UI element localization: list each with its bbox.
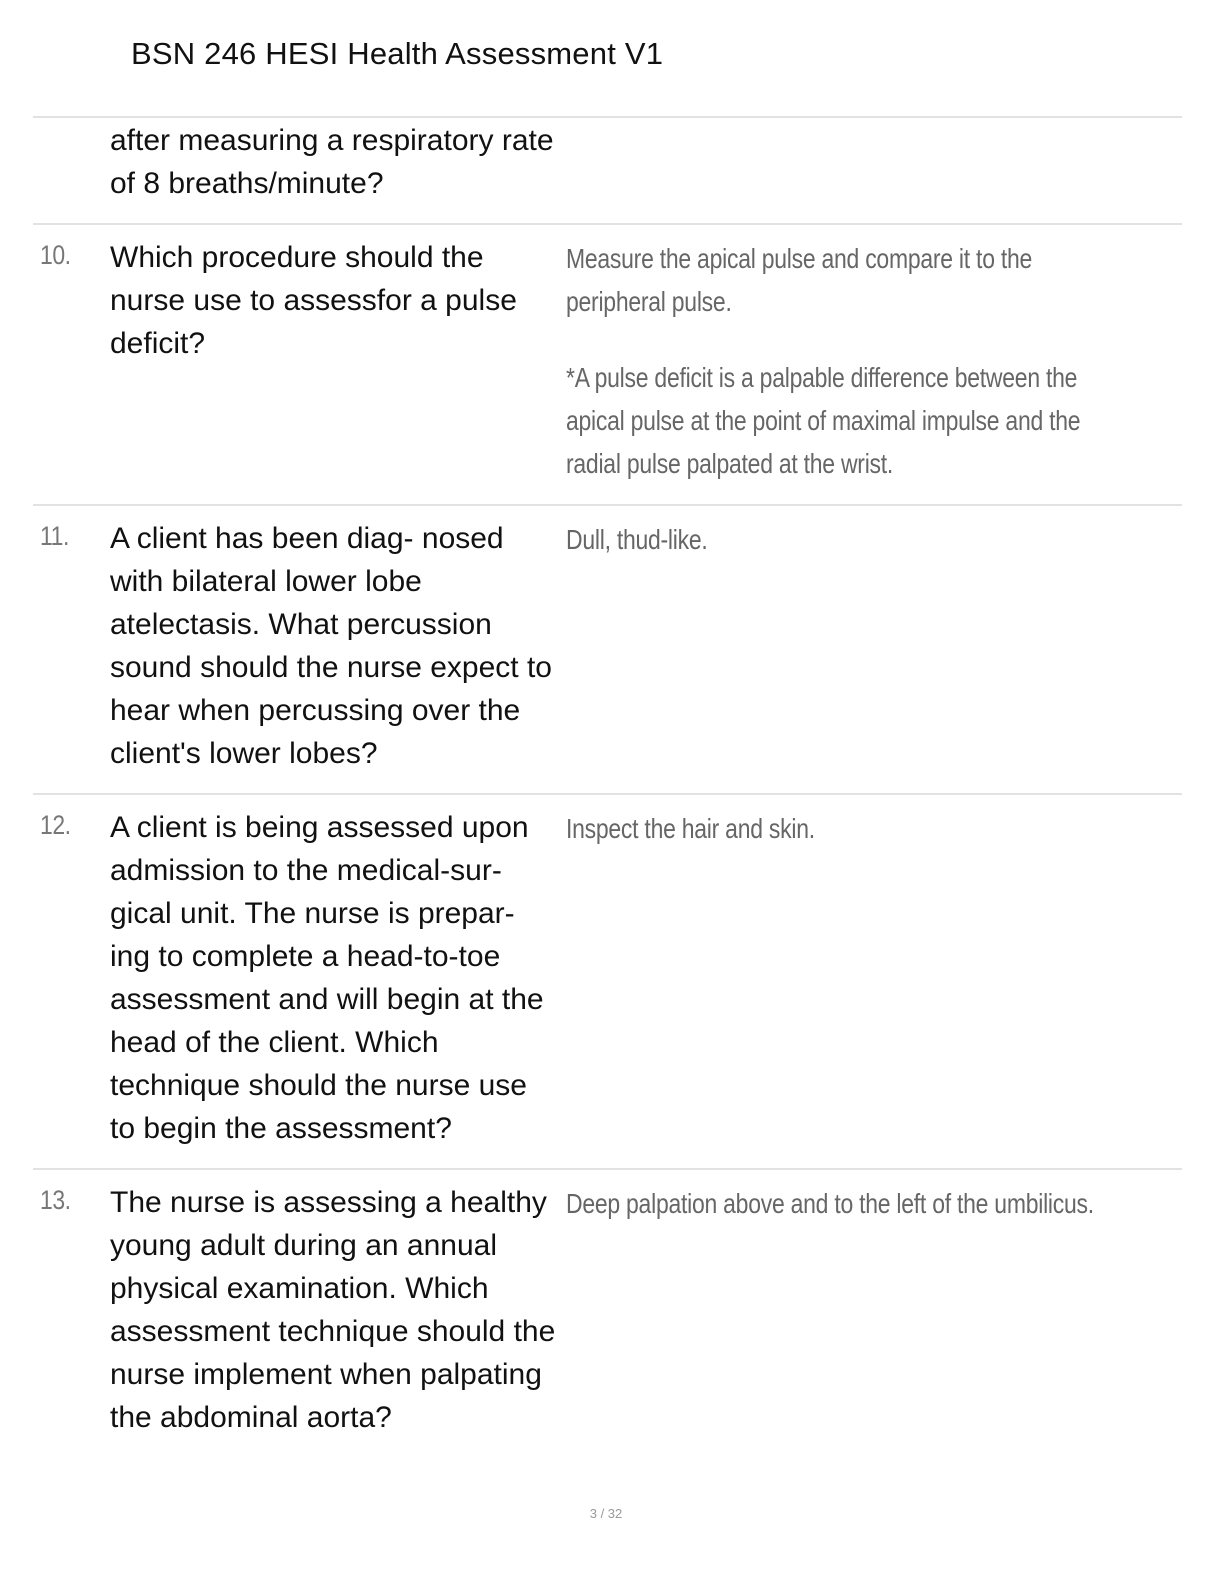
question-text: The nurse is assessing a healthy young adult during an annual physical examination. Which assessment technique should the nurse implement when palpating the abdominal aorta?	[110, 1186, 556, 1434]
divider	[33, 116, 1182, 118]
question-number: 11.	[40, 521, 69, 551]
question-text: Which procedure should the nurse use to assessfor a pulse deficit?	[110, 241, 517, 360]
answer-text	[566, 237, 1132, 485]
answer-text	[566, 518, 1132, 561]
answer-paragraph: Measure the apical pulse and compare it to the peripheral pulse.	[566, 243, 1033, 317]
divider	[33, 1168, 1182, 1170]
answer-paragraph: Inspect the hair and skin.	[566, 813, 815, 844]
answer-text	[566, 1182, 1132, 1225]
answer-paragraph: Dull, thud-like.	[566, 524, 708, 555]
divider	[33, 793, 1182, 795]
answer-paragraph: Deep palpation above and to the left of the umbilicus.	[566, 1188, 1094, 1219]
question-text: A client is being assessed upon admission to the medical-sur- gical unit. The nurse is prepar- ing to complete a head-to-toe assessment and will begin at the head of the client. Which technique should the nurse use to begin the assessment?	[110, 811, 544, 1145]
page-number: 3 / 32	[589, 1506, 623, 1521]
question-number: 13.	[40, 1185, 71, 1215]
question-number: 10.	[40, 240, 71, 270]
page-title: BSN 246 HESI Health Assessment V1	[131, 36, 664, 71]
divider	[33, 223, 1182, 225]
answer-text	[566, 807, 1132, 850]
continued-question-text: after measuring a respiratory rate of 8 breaths/minute?	[110, 124, 554, 200]
answer-note: *A pulse deficit is a palpable difference between the apical pulse at the point of maximal impulse and the radial pulse palpated at the wrist.	[566, 362, 1081, 479]
question-text: A client has been diag- nosed with bilateral lower lobe atelectasis. What percussion sound should the nurse expect to hear when percussing over the client's lower lobes?	[110, 522, 552, 770]
divider	[33, 504, 1182, 506]
question-number: 12.	[40, 810, 71, 840]
